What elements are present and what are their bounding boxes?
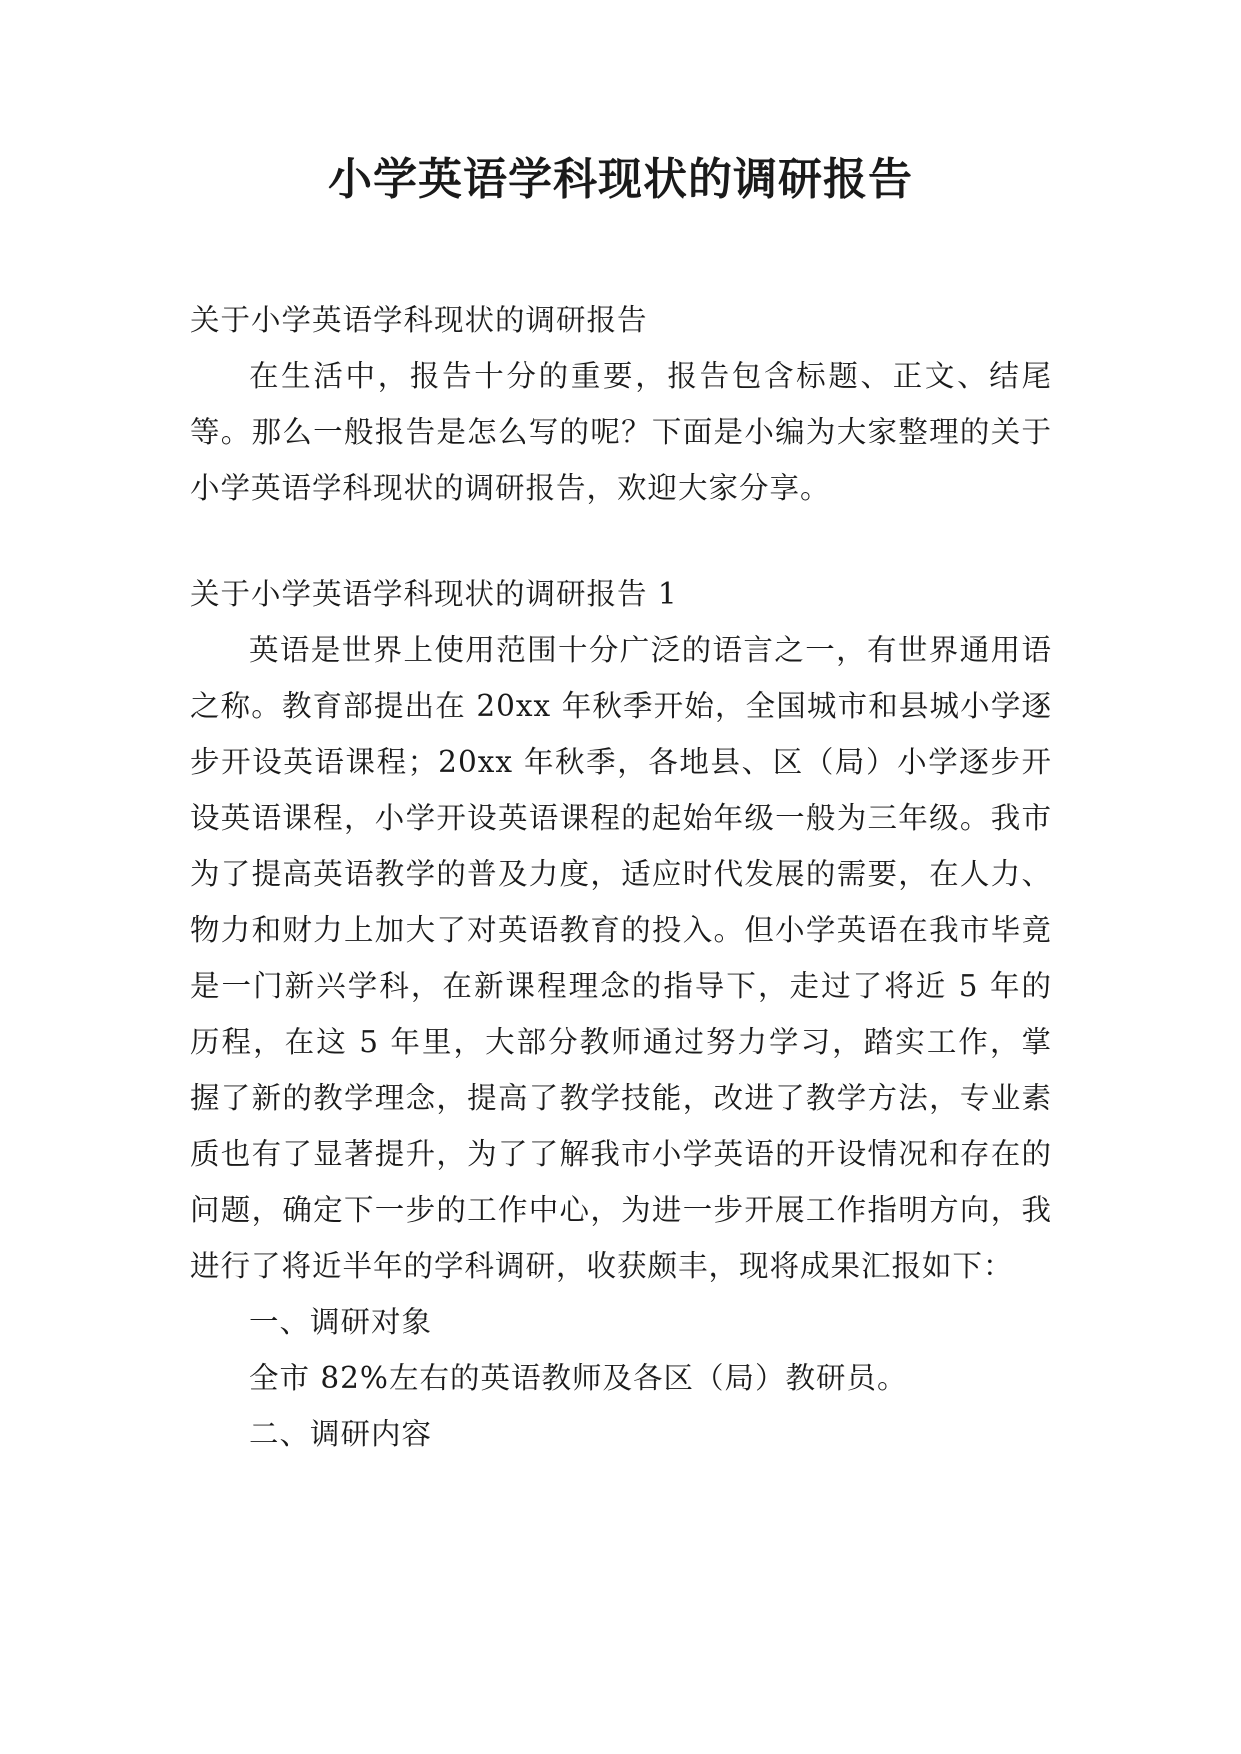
section-heading-1: 关于小学英语学科现状的调研报告 1 bbox=[190, 577, 678, 611]
document-title: 小学英语学科现状的调研报告 bbox=[328, 154, 913, 205]
section-item-1-detail: 全市 82%左右的英语教师及各区（局）教研员。 bbox=[249, 1361, 908, 1395]
subtitle-paragraph: 关于小学英语学科现状的调研报告 bbox=[190, 303, 648, 337]
section-item-1: 一、调研对象 bbox=[249, 1305, 433, 1339]
document-body bbox=[190, 292, 1052, 1462]
body-paragraph: 英语是世界上使用范围十分广泛的语言之一，有世界通用语之称。教育部提出在 20xx 年秋季开始，全国城市和县城小学逐步开设英语课程；20xx 年秋季，各地县、区（局）小学逐步开设英语课程，小学开设英语课程的起始年级一般为三年级。我市为了提高英语教学的普及力度，适应时代发展的需要，在人力、物力和财力上加大了对英语教育的投入。但小学英语在我市毕竟是一门新兴学科，在新课程理念的指导下，走过了将近 5 年的历程，在这 5 年里，大部分教师通过努力学习，踏实工作，掌握了新的教学理念，提高了教学技能，改进了教学方法，专业素质也有了显著提升，为了了解我市小学英语的开设情况和存在的问题，确定下一步的工作中心，为进一步开展工作指明方向，我进行了将近半年的学科调研，收获颇丰，现将成果汇报如下： bbox=[190, 633, 1052, 1283]
section-item-2: 二、调研内容 bbox=[249, 1417, 433, 1451]
intro-paragraph: 在生活中，报告十分的重要，报告包含标题、正文、结尾等。那么一般报告是怎么写的呢？下面是小编为大家整理的关于小学英语学科现状的调研报告，欢迎大家分享。 bbox=[190, 359, 1052, 505]
